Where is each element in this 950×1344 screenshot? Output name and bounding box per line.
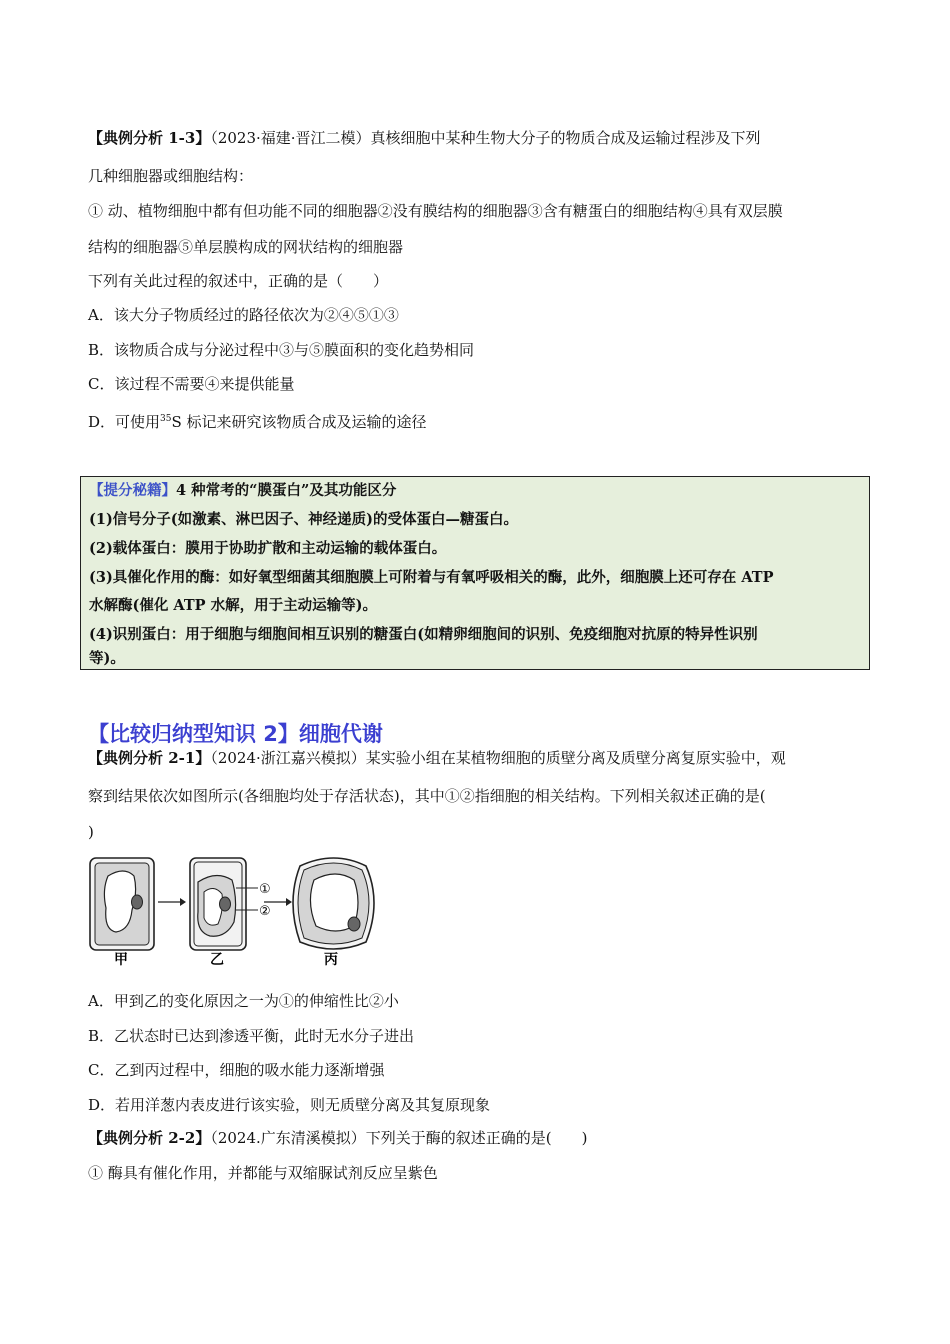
q13-stem-line1 bbox=[88, 128, 761, 148]
tip-line-6: 等)。 bbox=[89, 650, 125, 667]
q21-option-b: B．乙状态时已达到渗透平衡，此时无水分子进出 bbox=[88, 1027, 415, 1045]
q13-option-a: A．该大分子物质经过的路径依次为②④⑤①③ bbox=[88, 306, 399, 324]
q13-option-d-pre: D．可使用 bbox=[88, 413, 161, 431]
tip-line-5: (4)识别蛋白：用于细胞与细胞间相互识别的糖蛋白(如精卵细胞间的识别、免疫细胞对抗原的特异性识别 bbox=[89, 626, 758, 643]
q13-option-d-post: S 标记来研究该物质合成及运输的途径 bbox=[171, 413, 427, 431]
cell-yi bbox=[190, 858, 271, 950]
q21-option-c: C．乙到丙过程中，细胞的吸水能力逐渐增强 bbox=[88, 1061, 385, 1079]
q13-option-d bbox=[88, 409, 427, 432]
q21-stem-line1 bbox=[88, 748, 786, 768]
q13-option-c: C．该过程不需要④来提供能量 bbox=[88, 375, 295, 393]
tip-box bbox=[80, 476, 870, 670]
q21-option-d: D．若用洋葱内表皮进行该实验，则无质壁分离及其复原现象 bbox=[88, 1096, 491, 1114]
tip-header bbox=[89, 481, 396, 501]
q13-option-d-sup: 35 bbox=[160, 414, 172, 424]
label-1: ① bbox=[259, 882, 271, 897]
arrow-1-icon bbox=[158, 898, 186, 906]
plasmolysis-figure bbox=[86, 852, 386, 972]
q13-list2: 结构的细胞器⑤单层膜构成的网状结构的细胞器 bbox=[88, 238, 404, 256]
tip-line-3: (3)具催化作用的酶：如好氧型细菌其细胞膜上可附着与有氧呼吸相关的酶，此外，细胞膜上还可存在 ATP bbox=[89, 569, 774, 586]
q21-option-a: A．甲到乙的变化原因之一为①的伸缩性比②小 bbox=[88, 992, 399, 1010]
q21-stem1: （2024·浙江嘉兴模拟）某实验小组在某植物细胞的质壁分离及质壁分离复原实验中，观 bbox=[210, 749, 786, 767]
q22-stem: （2024.广东清溪模拟）下列关于酶的叙述正确的是( ) bbox=[210, 1129, 588, 1147]
tip-line-1: (1)信号分子(如激素、淋巴因子、神经递质)的受体蛋白—糖蛋白。 bbox=[89, 511, 519, 528]
q13-list1: ① 动、植物细胞中都有但功能不同的细胞器②没有膜结构的细胞器③含有糖蛋白的细胞结构④具有双层膜 bbox=[88, 202, 783, 220]
q13-stem2: 几种细胞器或细胞结构： bbox=[88, 167, 254, 185]
cell-bing bbox=[293, 858, 374, 949]
q13-option-b: B．该物质合成与分泌过程中③与⑤膜面积的变化趋势相同 bbox=[88, 341, 475, 359]
q21-stem2: 察到结果依次如图所示(各细胞均处于存活状态)，其中①②指细胞的相关结构。下列相关叙述正确的是( bbox=[88, 787, 766, 805]
section-title: 【比较归纳型知识 2】细胞代谢 bbox=[88, 722, 383, 746]
q21-stem3: ) bbox=[88, 823, 94, 841]
label-bing: 丙 bbox=[324, 952, 338, 968]
tip-tag: 【提分秘籍】 bbox=[89, 482, 176, 499]
q13-tag: 【典例分析 1-3】 bbox=[88, 129, 211, 147]
label-2: ② bbox=[259, 904, 271, 919]
tip-line-2: (2)载体蛋白：膜用于协助扩散和主动运输的载体蛋白。 bbox=[89, 540, 447, 557]
q21-tag: 【典例分析 2-1】 bbox=[88, 749, 211, 767]
q13-stem1: （2023·福建·晋江二模）真核细胞中某种生物大分子的物质合成及运输过程涉及下列 bbox=[210, 129, 761, 147]
tip-title: 4 种常考的“膜蛋白”及其功能区分 bbox=[176, 482, 397, 499]
q22-stem-line bbox=[88, 1128, 587, 1148]
label-yi: 乙 bbox=[210, 952, 224, 968]
q22-item-1: ① 酶具有催化作用，并都能与双缩脲试剂反应呈紫色 bbox=[88, 1164, 438, 1182]
cell-jia bbox=[90, 858, 154, 950]
q13-question: 下列有关此过程的叙述中，正确的是（ ） bbox=[88, 272, 389, 290]
tip-line-4: 水解酶(催化 ATP 水解，用于主动运输等)。 bbox=[89, 597, 377, 614]
label-jia: 甲 bbox=[114, 952, 128, 968]
q22-tag: 【典例分析 2-2】 bbox=[88, 1129, 211, 1147]
